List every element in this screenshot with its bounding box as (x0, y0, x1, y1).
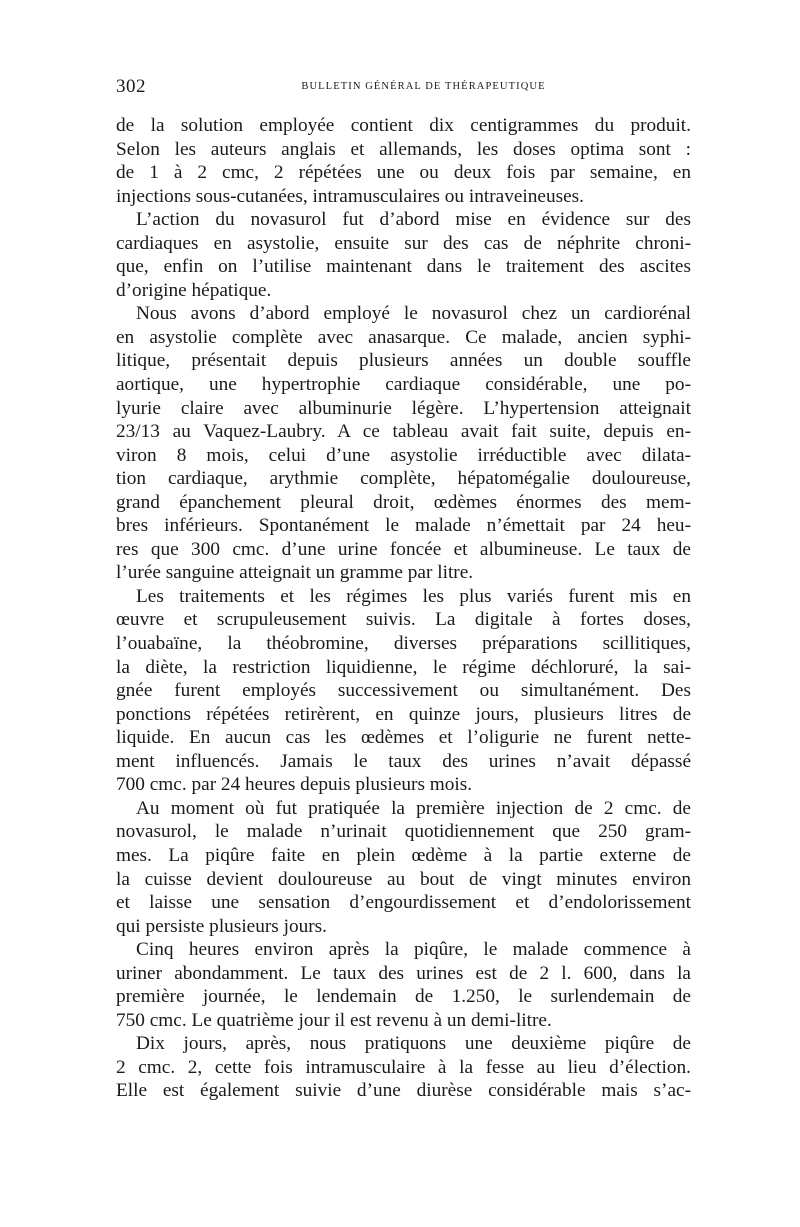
text-line: Elle est également suivie d’une diurèse considérable mais s’ac- (116, 1080, 691, 1102)
text-line: ment influencés. Jamais le taux des urines n’avait dépassé (116, 750, 691, 772)
paragraph (116, 938, 691, 1032)
text-line: la cuisse devient douloureuse au bout de vingt minutes environ (116, 868, 691, 890)
text-line: litique, présentait depuis plusieurs années un double souffle (116, 350, 691, 372)
paragraph (116, 114, 691, 208)
paragraph (116, 585, 691, 797)
text-line: l’ouabaïne, la théobromine, diverses préparations scillitiques, (116, 633, 691, 655)
text-line: novasurol, le malade n’urinait quotidiennement que 250 gram- (116, 821, 691, 843)
text-line: gnée furent employés successivement ou simultanément. Des (116, 680, 691, 702)
text-line: mes. La piqûre faite en plein œdème à la partie externe de (116, 844, 691, 866)
text-line: l’urée sanguine atteignait un gramme par litre. (116, 562, 474, 584)
text-line: que, enfin on l’utilise maintenant dans le traitement des ascites (116, 256, 691, 278)
text-line: Dix jours, après, nous pratiquons une deuxième piqûre de (136, 1033, 691, 1055)
text-line: aortique, une hypertrophie cardiaque considérable, une po- (116, 374, 691, 396)
text-line: L’action du novasurol fut d’abord mise en évidence sur des (136, 209, 691, 231)
text-line: viron 8 mois, celui d’une asystolie irréductible avec dilata- (116, 444, 691, 466)
running-title: BULLETIN GÉNÉRAL DE THÉRAPEUTIQUE (301, 81, 546, 92)
text-line: première journée, le lendemain de 1.250, le surlendemain de (116, 986, 691, 1008)
text-line: injections sous-cutanées, intramusculaires ou intraveineuses. (116, 185, 584, 207)
text-line: de 1 à 2 cmc, 2 répétées une ou deux fois par semaine, en (116, 162, 691, 184)
body-text (116, 114, 691, 1103)
paragraph (116, 797, 691, 938)
paragraph (116, 302, 691, 585)
text-line: cardiaques en asystolie, ensuite sur des cas de néphrite chroni- (116, 232, 691, 254)
text-line: grand épanchement pleural droit, œdèmes énormes des mem- (116, 491, 691, 513)
text-line: bres inférieurs. Spontanément le malade n’émettait par 24 heu- (116, 515, 691, 537)
text-line: la diète, la restriction liquidienne, le régime déchloruré, la sai- (116, 656, 691, 678)
text-line: 2 cmc. 2, cette fois intramusculaire à la fesse au lieu d’élection. (116, 1056, 691, 1078)
text-line: res que 300 cmc. d’une urine foncée et albumineuse. Le taux de (116, 538, 691, 560)
text-line: Au moment où fut pratiquée la première injection de 2 cmc. de (136, 797, 691, 819)
page-header (116, 76, 691, 100)
text-line: qui persiste plusieurs jours. (116, 915, 328, 937)
text-line: Cinq heures environ après la piqûre, le malade commence à (136, 939, 691, 961)
text-line: et laisse une sensation d’engourdissement et d’endolorissement (116, 892, 691, 914)
text-line: de la solution employée contient dix centigrammes du produit. (116, 115, 691, 136)
text-line: ponctions répétées retirèrent, en quinze jours, plusieurs litres de (116, 703, 691, 725)
text-line: 23/13 au Vaquez-Laubry. A ce tableau avait fait suite, depuis en- (116, 421, 691, 443)
text-line: en asystolie complète avec anasarque. Ce malade, ancien syphi- (116, 326, 691, 348)
text-line: Nous avons d’abord employé le novasurol chez un cardiorénal (136, 303, 691, 325)
text-line: 750 cmc. Le quatrième jour il est revenu à un demi-litre. (116, 1009, 552, 1031)
text-line: uriner abondamment. Le taux des urines est de 2 l. 600, dans la (116, 962, 691, 984)
text-line: liquide. En aucun cas les œdèmes et l’oligurie ne furent nette- (116, 727, 691, 749)
text-line: œuvre et scrupuleusement suivis. La digitale à fortes doses, (116, 609, 691, 631)
text-line: d’origine hépatique. (116, 279, 272, 301)
text-line: lyurie claire avec albuminurie légère. L’hypertension atteignait (116, 397, 691, 419)
paragraph (116, 1032, 691, 1103)
text-line: 700 cmc. par 24 heures depuis plusieurs mois. (116, 774, 473, 796)
text-line: tion cardiaque, arythmie complète, hépatomégalie douloureuse, (116, 468, 691, 490)
text-line: Selon les auteurs anglais et allemands, les doses optima sont : (116, 138, 691, 160)
paragraph (116, 208, 691, 302)
text-line: Les traitements et les régimes les plus variés furent mis en (136, 585, 691, 607)
page-number: 302 (116, 76, 146, 97)
